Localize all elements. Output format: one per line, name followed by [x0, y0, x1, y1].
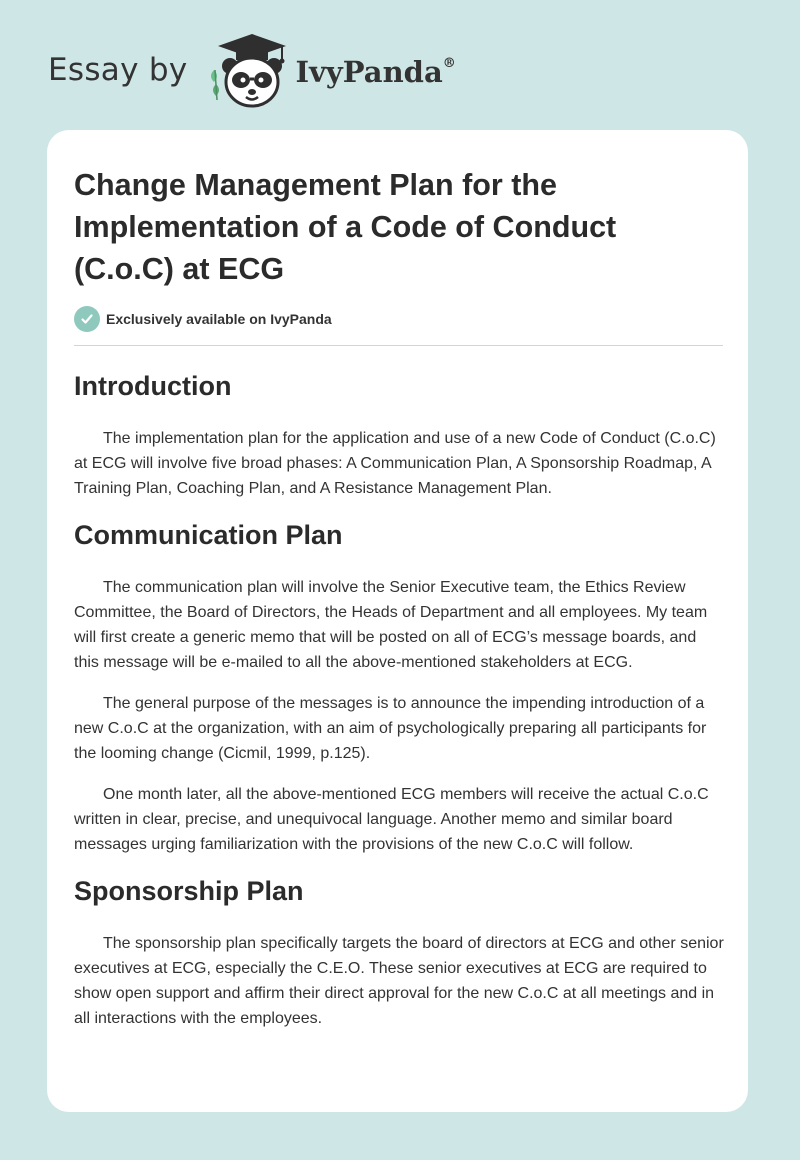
paragraph: The implementation plan for the application and use of a new Code of Conduct (C.o.C) at ECG will involve five broad phases: A Communication Plan, A Sponsorship Roadmap, A Training Plan, Coaching Plan, and A Resistance Management Plan.	[74, 430, 716, 497]
exclusive-badge	[74, 306, 332, 332]
check-icon	[74, 306, 100, 332]
paragraph: The general purpose of the messages is to announce the impending introduction of a new C.o.C at the organization, with an aim of psychologically preparing all participants for the looming change (Cicmil, 1999, p.125).	[74, 695, 707, 762]
site-header	[48, 30, 456, 110]
paragraph: One month later, all the above-mentioned ECG members will receive the actual C.o.C written in clear, precise, and unequivocal language. Another memo and similar board messages urging familiarization with the provisions of the new C.o.C will follow.	[74, 786, 709, 853]
article-body	[74, 368, 724, 1031]
paragraph: The communication plan will involve the Senior Executive team, the Ethics Review Committee, the Board of Directors, the Heads of Department and all employees. My team will first create a generic memo that will be posted on all of ECG’s message boards, and this message will be e-mailed to all the above-mentioned stakeholders at ECG.	[74, 579, 708, 671]
section-heading-sponsorship-plan: Sponsorship Plan	[74, 876, 304, 906]
badge-label: Exclusively available on IvyPanda	[106, 311, 332, 327]
panda-graduate-logo-icon	[202, 30, 292, 110]
section-heading-communication-plan: Communication Plan	[74, 520, 343, 550]
essay-by-label: Essay by	[48, 52, 188, 88]
divider	[74, 345, 723, 346]
article-card	[47, 130, 748, 1112]
brand-name: IvyPanda®	[295, 55, 456, 89]
ivypanda-logo[interactable]	[202, 30, 456, 110]
section-heading-introduction: Introduction	[74, 371, 232, 401]
page-title: Change Management Plan for the Implementation of a Code of Conduct (C.o.C) at ECG	[74, 168, 617, 286]
paragraph: The sponsorship plan specifically targets the board of directors at ECG and other senior executives at ECG, especially the C.E.O. These senior executives at ECG are required to show open support and affirm their direct approval for the new C.o.C at all meetings and in all interactions with the employees.	[74, 935, 724, 1027]
